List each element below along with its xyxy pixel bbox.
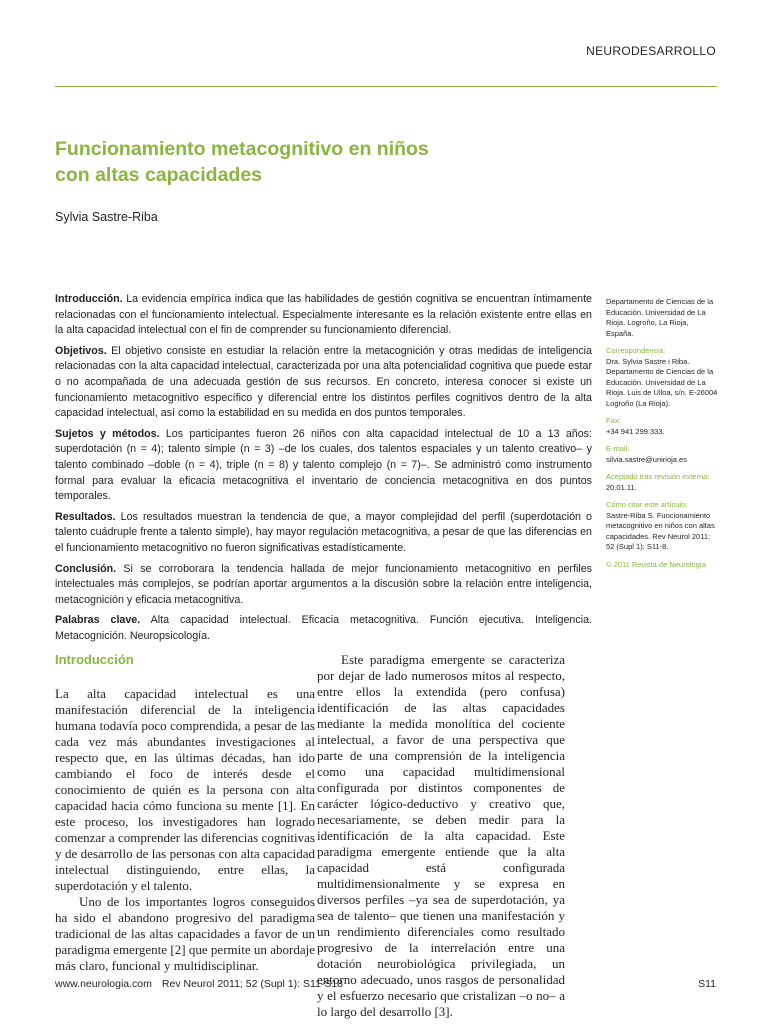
abstract-label: Sujetos y métodos.	[55, 427, 160, 440]
body-column-left	[55, 652, 315, 974]
footer-journal-citation: Rev Neurol 2011; 52 (Supl 1): S11-S18	[161, 978, 344, 990]
abstract-text: Si se corroborara la tendencia hallada de mejor funcionamiento metacognitivo en perfiles intelectuales más complejos, se podrían aportar argumentos a la discusión sobre la relación entre inteligencia, metacognición y eficacia metacognitiva.	[55, 562, 592, 606]
page-number: S11	[698, 978, 716, 990]
abstract-methods	[55, 427, 592, 505]
abstract-introduction	[55, 292, 592, 339]
how-to-cite	[606, 500, 718, 553]
abstract	[55, 292, 592, 649]
correspondence	[606, 346, 718, 409]
header-rule	[55, 86, 717, 87]
abstract-results	[55, 510, 592, 557]
correspondence-label: Correspondencia:	[606, 346, 666, 355]
body-paragraph: La alta capacidad intelectual es una manifestación diferencial de la inteligencia humana todavía poco comprendida, a pesar de las cada vez más abundantes investigaciones al respecto que, en las últimas décadas, han ido cambiando el foco de interés desde el conocimiento de quién es la persona con alta capacidad hacia cómo funciona su mente [1]. En este proceso, los investigadores han logrado comenzar a comprender las diferencias cognitivas y de desarrollo de las personas con alta capacidad intelectual distinguiendo, entre ellas, la superdotación y el talento.	[55, 686, 315, 893]
affiliation: Departamento de Ciencias de la Educación. Universidad de La Rioja. Logroño, La Rioja, España.	[606, 297, 714, 338]
email-label: E-mail:	[606, 444, 630, 453]
article-info-sidebar	[606, 297, 718, 577]
email-link[interactable]: silvia.sastre@unirioja.es	[606, 454, 687, 464]
footer-website[interactable]: www.neurologia.com	[55, 978, 152, 990]
abstract-label: Palabras clave.	[55, 614, 141, 627]
title-line-2: con altas capacidades	[55, 164, 263, 186]
section-heading: Introducción	[55, 652, 134, 667]
abstract-text: Alta capacidad intelectual. Eficacia metacognitiva. Función ejecutiva. Inteligencia. Metacognición. Neuropsicología.	[55, 614, 592, 642]
footer-citation	[55, 978, 343, 990]
author-name: Sylvia Sastre-Riba	[55, 210, 158, 224]
body-column-right	[317, 652, 565, 1020]
correspondence-text: Dra. Sylvia Sastre i Riba. Departamento de Ciencias de la Educación. Universidad de La Rioja. Luis de Ulloa, s/n. E-26004 Logroño (La Rioja).	[606, 356, 718, 408]
abstract-label: Resultados.	[55, 510, 116, 523]
abstract-text: La evidencia empírica indica que las habilidades de gestión cognitiva se encuentran íntimamente relacionadas con el funcionamiento intelectual. Especialmente interesante es la relación existente entre ellas en la alta capacidad intelectual con el fin de comprender su funcionamiento diferencial.	[55, 293, 592, 337]
abstract-objectives	[55, 344, 592, 422]
abstract-text: El objetivo consiste en estudiar la relación entre la metacognición y otras medidas de inteligencia relacionadas con la alta capacidad intelectual, caracterizada por una alta potencialidad cognitiva que puede estar o no acompañada de una adecuada gestión de sus recursos. En concreto, interesa conocer si existe un funcionamiento metacognitivo específico y diferencial entre los distintos perfiles cognitivos dentro de la alta capacidad intelectual, así como la estabilidad en su medida en dos puntos temporales.	[55, 344, 592, 420]
fax-number: +34 941 299 333.	[606, 426, 665, 436]
fax	[606, 416, 718, 437]
abstract-label: Introducción.	[55, 293, 123, 305]
section-label: NEURODESARROLLO	[586, 44, 716, 58]
fax-label: Fax:	[606, 416, 621, 425]
cite-text: Sastre-Riba S. Funcionamiento metacognitivo en niños con altas capacidades. Rev Neurol 2011; 52 (Supl 1): S11-8.	[606, 510, 715, 551]
abstract-text: Los participantes fueron 26 niños con alta capacidad intelectual de 10 a 13 años: superdotación (n = 4); talento simple (n = 3) –de los cuales, dos talentos espaciales y un talento creativo– y talento combinado –doble (n = 4), triple (n = 8) y talento complejo (n = 7)–. Se administró como instrumento formal para evaluar la eficacia metacognitiva el inventario de conciencia metacognitiva en dos puntos temporales.	[55, 427, 592, 503]
abstract-label: Objetivos.	[55, 344, 107, 357]
article-title	[55, 136, 575, 188]
accepted-label: Aceptado tras revisión externa:	[606, 472, 710, 481]
body-paragraph: Este paradigma emergente se caracteriza por dejar de lado numerosos mitos al respecto, entre ellos la extendida (pero confusa) identificación de las altas capacidades mediante la medida monolítica del cociente intelectual, a favor de una perspectiva que parte de una comprensión de la inteligencia como una capacidad multidimensional configurada por distintos componentes de carácter lógico-deductivo y creativo que, necesariamente, se deben medir para la identificación de la alta capacidad. Este paradigma emergente entiende que la alta capacidad está configurada multidimensionalmente y se expresa en diversos perfiles –ya sea de superdotación, ya sea de talento– que tienen una manifestación y un rendimiento diferenciales como resultado progresivo de la interrelación entre una dotación neurobiológica privilegiada, un entorno adecuado, unos rasgos de personalidad y el esfuerzo necesario que cristalizan –o no– a lo largo del desarrollo [3].	[317, 652, 565, 1019]
abstract-conclusion	[55, 562, 592, 609]
accepted	[606, 472, 718, 493]
cite-label: Cómo citar este artículo:	[606, 500, 688, 509]
title-line-1: Funcionamiento metacognitivo en niños	[55, 138, 429, 160]
abstract-keywords	[55, 613, 592, 644]
abstract-label: Conclusión.	[55, 562, 117, 575]
copyright: © 2011 Revista de Neurología	[606, 559, 707, 569]
accepted-date: 20.01.11.	[606, 482, 637, 492]
abstract-text: Los resultados muestran la tendencia de que, a mayor complejidad del perfil (superdotación o talento cuádruple frente a talento simple), hay mayor regulación metacognitiva, a pesar de que las diferencias en el funcionamiento metacognitivo no fueron significativas estadísticamente.	[55, 510, 592, 554]
body-paragraph: Uno de los importantes logros conseguidos ha sido el abandono progresivo del paradigma tradicional de las altas capacidades a favor de un paradigma emergente [2] que permite un abordaje más claro, funcional y multidisciplinar.	[55, 894, 315, 973]
email	[606, 444, 718, 465]
